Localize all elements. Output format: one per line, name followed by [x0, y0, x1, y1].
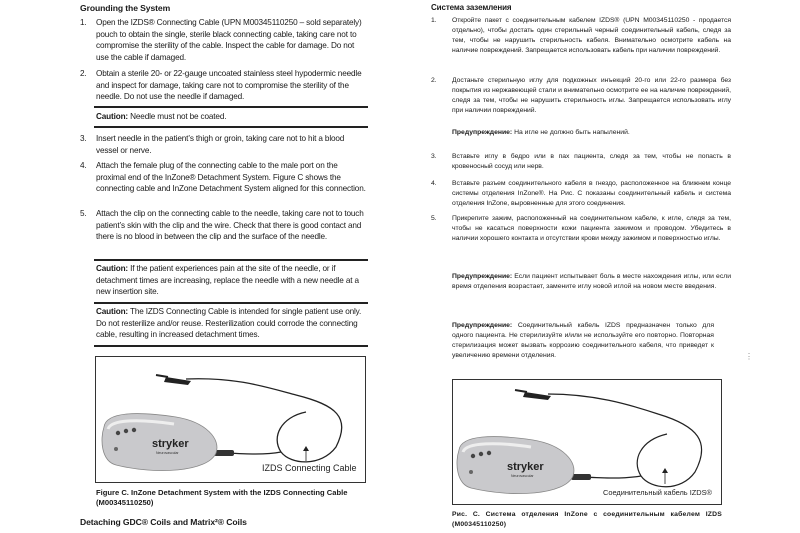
step-3-ru: [431, 152, 731, 172]
caution-note-ru: [452, 128, 731, 138]
clip-icon: [523, 392, 551, 400]
indicator-light: [132, 428, 136, 432]
step-text: Attach the clip on the connecting cable to the needle, taking care not to touch patient’s skin with the clip and the wire. Check that there is good contact and there is no blood in between the clip and the surface of the needle.: [96, 209, 364, 242]
section-heading-ru: Система заземления: [431, 3, 512, 12]
caution-label: Предупреждение:: [452, 322, 513, 329]
next-section-heading: Detaching GDC® Coils and Matrix²® Coils: [80, 517, 247, 527]
caution-text: На игле не должно быть напылений.: [514, 129, 630, 136]
caution-note: [96, 306, 368, 341]
step-5: [80, 208, 368, 243]
indicator-light: [487, 451, 491, 455]
caution-label: Caution:: [96, 112, 128, 121]
caution-note: [96, 111, 368, 123]
divider: [94, 126, 368, 128]
step-4-ru: [431, 179, 731, 209]
step-text: Attach the female plug of the connecting cable to the male port on the proximal end of the InZone® Detachment System. Figure C shows the connecting cable and InZone Detachment System aligned for this connection.: [96, 161, 366, 194]
step-2: [80, 68, 368, 103]
step-number: 2.: [80, 69, 87, 78]
step-number: 5.: [80, 209, 87, 218]
step-number: 4.: [80, 161, 87, 170]
brand-sublogo: Neurovascular: [156, 451, 179, 455]
step-text: Open the IZDS® Connecting Cable (UPN M00345110250 – sold separately) pouch to obtain the single, sterile black connecting cable, taking care not to compromise the sterility of the cable. Inspect the cable for damage. Do not use the cable if damaged.: [96, 18, 362, 62]
indicator-light: [114, 447, 118, 451]
step-number: 3.: [431, 153, 437, 160]
step-text: Вставьте разъем соединительного кабеля в гнездо, расположенное на ближнем конце системы отделения InZone®. На Рис. С показаны соединительный кабель и система отделения InZone, выровненные для этого соединения.: [452, 180, 731, 208]
step-1-ru: [431, 16, 731, 56]
divider: [94, 106, 368, 108]
caution-note-ru: [452, 272, 731, 292]
caution-label: Предупреждение:: [452, 273, 513, 280]
caution-text: Needle must not be coated.: [130, 112, 227, 121]
step-number: 2.: [431, 77, 437, 84]
step-number: 1.: [80, 18, 87, 27]
caution-text: The IZDS Connecting Cable is intended for single patient use only. Do not resterilize and/or reuse. Resterilization could corrode the connecting cable, resulting in increased detachment times.: [96, 307, 362, 340]
caution-note-ru: [452, 321, 714, 361]
cable-label: IZDS Connecting Cable: [262, 463, 357, 473]
clip-icon: [164, 377, 191, 385]
caution-label: Предупреждение:: [452, 129, 513, 136]
clip-jaw: [515, 390, 527, 392]
indicator-light: [116, 431, 120, 435]
detachment-system-illustration: [453, 380, 720, 503]
caution-text: Если пациент испытывает боль в месте нахождения иглы, или если время отделения возрастает, замените иглу новой иглой на новом месте введения.: [452, 273, 731, 291]
brand-sublogo: Neurovascular: [511, 474, 534, 478]
step-1: [80, 17, 368, 63]
caution-text: Соединительный кабель IZDS предназначен только для одного пациента. Не стерилизуйте и/или не используйте его повторно. Повторная стерилизация может вызвать коррозию соединительного кабеля, что приведет к увеличению времени отделения.: [452, 322, 715, 360]
step-text: Прикрепите зажим, расположенный на соединительном кабеле, к игле, следя за тем, чтобы не касаться поверхности кожи пациента зажимом и проводом. Убедитесь в наличии хорошего контакта и отсутствии крови между зажимом и поверхностью иглы.: [452, 215, 731, 243]
indicator-light: [469, 470, 473, 474]
step-text: Obtain a sterile 20- or 22-gauge uncoated stainless steel hypodermic needle and inspect for damage, taking care not to compromise the sterility of the needle. Do not use the needle if damaged.: [96, 69, 362, 102]
arrow-head: [662, 468, 668, 473]
divider: [94, 302, 368, 304]
cable-wire: [226, 452, 281, 454]
step-number: 3.: [80, 134, 87, 143]
step-text: Откройте пакет с соединительным кабелем IZDS® (UPN M00345110250 - продается отдельно), чтобы достать один стерильный черный соединительный кабель, следя за тем, чтобы не нарушить стерильность кабеля. Внимательно осмотрите кабель на наличие повреждений. Запрещается использовать кабель при наличии повреждений.: [452, 17, 731, 55]
step-text: Insert needle in the patient’s thigh or groin, taking care not to hit a blood vessel or nerve.: [96, 134, 345, 155]
step-text: Достаньте стерильную иглу для подкожных инъекций 20-го или 22-го размера без покрытия из нержавеющей стали и внимательно осмотрите ее на наличие повреждений, следя за тем, чтобы не нарушить стерильность иглы. Запрещается использовать иглу при наличии повреждений.: [452, 77, 731, 115]
clip-jaw: [156, 375, 168, 377]
arrow-head: [303, 446, 309, 451]
step-3: [80, 133, 368, 156]
plug-icon: [571, 474, 591, 480]
figure-c-image: [95, 356, 366, 483]
brand-logo: stryker: [152, 438, 189, 450]
divider: [94, 259, 368, 261]
cable-label-ru: Соединительный кабель IZDS®: [603, 488, 712, 497]
figure-c-image-ru: [452, 379, 722, 505]
step-number: 1.: [431, 17, 437, 24]
step-text: Вставьте иглу в бедро или в пах пациента, следя за тем, чтобы не попасть в кровеносный сосуд или нерв.: [452, 153, 731, 171]
indicator-light: [471, 454, 475, 458]
step-2-ru: [431, 76, 731, 116]
caution-label: Caution:: [96, 307, 128, 316]
caution-text: If the patient experiences pain at the site of the needle, or if detachment times are increasing, replace the needle with a new needle at a new insertion site.: [96, 264, 359, 297]
step-number: 4.: [431, 180, 437, 187]
divider: [94, 345, 368, 347]
caution-label: Caution:: [96, 264, 128, 273]
section-heading: Grounding the System: [80, 3, 171, 13]
brand-logo: stryker: [507, 461, 544, 473]
figure-caption: Figure C. InZone Detachment System with the IZDS Connecting Cable (M00345110250): [96, 488, 348, 507]
caution-note: [96, 263, 368, 298]
figure-caption-ru: Рис. С. Система отделения InZone с соединительным кабелем IZDS (M00345110250): [452, 511, 722, 528]
indicator-light: [124, 429, 128, 433]
indicator-light: [479, 452, 483, 456]
step-5-ru: [431, 214, 731, 244]
cable-wire: [583, 476, 641, 478]
step-4: [80, 160, 368, 195]
page-mark: ⋮: [745, 352, 753, 361]
step-number: 5.: [431, 215, 437, 222]
